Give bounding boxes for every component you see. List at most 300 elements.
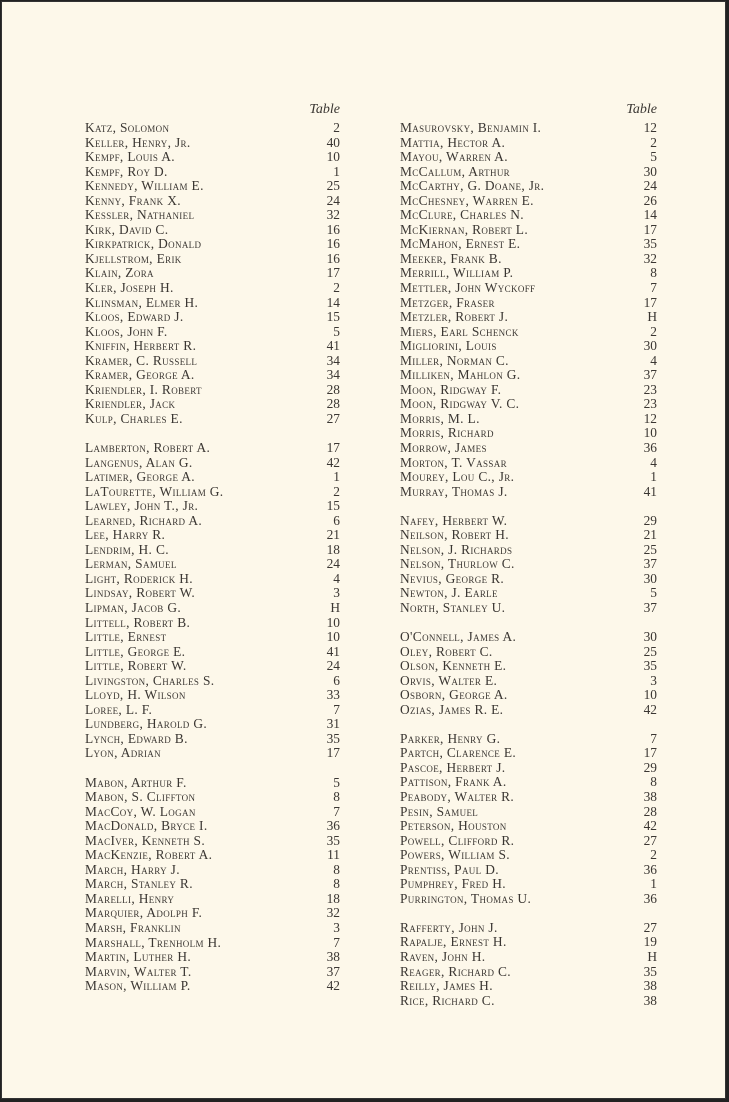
table-number: 15 (326, 309, 340, 325)
guest-name: Morris, M. L. (400, 410, 480, 426)
guest-name: Morrow, James (400, 440, 487, 456)
table-number: 3 (333, 585, 340, 601)
list-item (400, 630, 657, 645)
guest-name: Migliorini, Louis (400, 338, 497, 354)
list-item (85, 499, 340, 514)
guest-name: Mabon, Arthur F. (85, 774, 187, 790)
list-item (400, 441, 657, 456)
table-number: 18 (326, 890, 340, 906)
list-item (400, 325, 657, 340)
table-number: 36 (643, 440, 657, 456)
table-number: 41 (643, 483, 657, 499)
guest-name: McKiernan, Robert L. (400, 221, 529, 237)
guest-name: Masurovsky, Benjamin I. (400, 120, 542, 135)
guest-name: Rapalje, Ernest H. (400, 934, 507, 950)
list-item (85, 179, 340, 194)
guest-name: Kessler, Nathaniel (85, 207, 195, 223)
table-number: 36 (643, 890, 657, 906)
table-number: 4 (650, 454, 657, 470)
list-item (400, 775, 657, 790)
table-number: 10 (326, 149, 340, 165)
guest-name: MacDonald, Bryce I. (85, 818, 208, 834)
left-rows (85, 121, 340, 994)
guest-name: Pattison, Frank A. (400, 774, 507, 790)
table-number: 15 (326, 498, 340, 514)
table-number: 17 (326, 745, 340, 761)
table-number: 5 (333, 323, 340, 339)
section-gap (400, 499, 657, 514)
table-number: 17 (643, 294, 657, 310)
table-number: 10 (643, 687, 657, 703)
guest-name: Olson, Kenneth E. (400, 658, 507, 674)
table-number: 10 (643, 425, 657, 441)
table-number: 2 (650, 134, 657, 150)
list-item (85, 441, 340, 456)
guest-name: Peabody, Walter R. (400, 789, 515, 805)
guest-name: Raven, John H. (400, 948, 486, 964)
guest-name: McClure, Charles N. (400, 207, 524, 223)
table-number: 2 (333, 120, 340, 135)
list-item (400, 223, 657, 238)
guest-name: Newton, J. Earle (400, 585, 498, 601)
list-item (400, 892, 657, 907)
table-number: 36 (326, 818, 340, 834)
table-number: 1 (650, 876, 657, 892)
list-item (85, 223, 340, 238)
table-number: 40 (326, 134, 340, 150)
list-item (85, 892, 340, 907)
guest-name: Little, Robert W. (85, 658, 187, 674)
list-item (400, 397, 657, 412)
table-number: 27 (326, 410, 340, 426)
list-item (85, 819, 340, 834)
guest-name: Prentiss, Paul D. (400, 861, 499, 877)
right-column (400, 102, 657, 1008)
table-number: 24 (643, 178, 657, 194)
list-item (85, 514, 340, 529)
list-item (400, 645, 657, 660)
table-number: 35 (643, 963, 657, 979)
list-item (85, 339, 340, 354)
guest-name: Katz, Solomon (85, 120, 170, 135)
right-rows (400, 121, 657, 1008)
guest-name: Learned, Richard A. (85, 512, 203, 528)
list-item (85, 121, 340, 136)
table-number: 7 (333, 701, 340, 717)
table-number: 30 (643, 338, 657, 354)
guest-name: Lee, Harry R. (85, 527, 166, 543)
table-number: 24 (326, 192, 340, 208)
table-number: 2 (333, 483, 340, 499)
guest-name: Miller, Norman C. (400, 352, 509, 368)
guest-name: Lynch, Edward B. (85, 730, 188, 746)
guest-name: Mabon, S. Cliffton (85, 789, 196, 805)
list-item (400, 383, 657, 398)
list-item (85, 281, 340, 296)
guest-name: Moon, Ridgway V. C. (400, 396, 520, 412)
guest-name: McChesney, Warren E. (400, 192, 534, 208)
guest-name: Klinsman, Elmer H. (85, 294, 199, 310)
section-gap (400, 717, 657, 732)
list-item (400, 281, 657, 296)
guest-name: Little, Ernest (85, 629, 167, 645)
list-item (400, 136, 657, 151)
guest-name: Livingston, Charles S. (85, 672, 215, 688)
guest-name: McMahon, Ernest E. (400, 236, 521, 252)
guest-name: Marvin, Walter T. (85, 963, 192, 979)
guest-name: Nelson, J. Richards (400, 541, 513, 557)
table-number: 28 (326, 396, 340, 412)
table-number: 25 (643, 541, 657, 557)
table-number: 27 (643, 919, 657, 935)
guest-name: Murray, Thomas J. (400, 483, 508, 499)
list-item (400, 339, 657, 354)
table-number: 7 (333, 803, 340, 819)
table-number: 33 (326, 687, 340, 703)
guest-name: Nelson, Thurlow C. (400, 556, 515, 572)
table-number: 23 (643, 381, 657, 397)
guest-name: March, Stanley R. (85, 876, 193, 892)
table-number: 16 (326, 236, 340, 252)
list-item (85, 397, 340, 412)
table-number: 6 (333, 512, 340, 528)
guest-name: Kennedy, William E. (85, 178, 204, 194)
list-item (400, 310, 657, 325)
guest-name: Keller, Henry, Jr. (85, 134, 191, 150)
section-gap (85, 761, 340, 776)
list-item (400, 165, 657, 180)
guest-name: Klain, Zora (85, 265, 154, 281)
guest-name: MacIver, Kenneth S. (85, 832, 206, 848)
table-number: 21 (326, 527, 340, 543)
guest-name: Lerman, Samuel (85, 556, 177, 572)
guest-name: Miers, Earl Schenck (400, 323, 519, 339)
section-gap (85, 426, 340, 441)
list-item (85, 266, 340, 281)
list-item (85, 150, 340, 165)
guest-name: McCallum, Arthur (400, 163, 511, 179)
list-item (400, 514, 657, 529)
guest-name: Moon, Ridgway F. (400, 381, 502, 397)
table-number: 17 (326, 439, 340, 455)
table-number: H (647, 309, 657, 325)
list-item (400, 150, 657, 165)
table-number: 17 (643, 745, 657, 761)
table-number: 35 (643, 658, 657, 674)
list-item (400, 368, 657, 383)
guest-name: Partch, Clarence E. (400, 745, 517, 761)
list-item (400, 470, 657, 485)
table-number: 30 (643, 570, 657, 586)
table-number: 31 (326, 716, 340, 732)
table-number: 42 (643, 701, 657, 717)
list-item (85, 237, 340, 252)
table-number: 10 (326, 629, 340, 645)
list-item (400, 935, 657, 950)
guest-name: Oley, Robert C. (400, 643, 493, 659)
table-number: H (330, 600, 340, 615)
guest-name: LaTourette, William G. (85, 483, 224, 499)
list-item (400, 208, 657, 223)
table-header-left: Table (309, 102, 340, 117)
table-number: 30 (643, 163, 657, 179)
list-item (85, 310, 340, 325)
guest-name: Milliken, Mahlon G. (400, 367, 521, 383)
guest-name: Osborn, George A. (400, 687, 508, 703)
list-item (400, 834, 657, 849)
table-number: 3 (333, 919, 340, 935)
table-number: 41 (326, 643, 340, 659)
table-number: 38 (643, 992, 657, 1008)
list-item (400, 121, 657, 136)
table-number: 27 (643, 832, 657, 848)
guest-name: Kriendler, I. Robert (85, 381, 202, 397)
guest-name: Little, George E. (85, 643, 186, 659)
table-number: 1 (333, 469, 340, 485)
guest-name: Kler, Joseph H. (85, 280, 174, 296)
table-number: 29 (643, 512, 657, 528)
list-item (85, 470, 340, 485)
list-item (400, 979, 657, 994)
list-item (400, 848, 657, 863)
list-item (85, 368, 340, 383)
list-item (85, 732, 340, 747)
guest-name: Kloos, John F. (85, 323, 168, 339)
list-item (400, 805, 657, 820)
list-item (85, 586, 340, 601)
list-item (400, 965, 657, 980)
guest-name: Kloos, Edward J. (85, 309, 184, 325)
table-number: 24 (326, 658, 340, 674)
table-number: 37 (643, 600, 657, 615)
guest-name: Kramer, C. Russell (85, 352, 198, 368)
list-item (400, 252, 657, 267)
table-number: 38 (326, 949, 340, 965)
table-number: 28 (326, 381, 340, 397)
table-number: 11 (327, 847, 340, 863)
list-item (85, 383, 340, 398)
guest-name: Morton, T. Vassar (400, 454, 507, 470)
table-number: 38 (643, 978, 657, 994)
table-number: 5 (650, 149, 657, 165)
guest-name: Littell, Robert B. (85, 614, 191, 630)
list-item (400, 688, 657, 703)
guest-name: Langenus, Alan G. (85, 454, 193, 470)
guest-name: Marsh, Franklin (85, 919, 181, 935)
list-item (85, 645, 340, 660)
guest-name: Marelli, Henry (85, 890, 175, 906)
table-number: 1 (333, 163, 340, 179)
list-item (85, 965, 340, 980)
list-item (85, 601, 340, 616)
guest-name: Light, Roderick H. (85, 570, 193, 586)
section-gap (400, 616, 657, 631)
guest-name: Kulp, Charles E. (85, 410, 183, 426)
list-item (85, 572, 340, 587)
guest-name: Marquier, Adolph F. (85, 905, 203, 921)
guest-name: Kjellstrom, Erik (85, 250, 182, 266)
table-number: 38 (643, 789, 657, 805)
list-item (85, 543, 340, 558)
table-number: 32 (326, 905, 340, 921)
list-item (400, 790, 657, 805)
table-number: 32 (643, 250, 657, 266)
table-number: 12 (643, 410, 657, 426)
guest-name: Morris, Richard (400, 425, 494, 441)
guest-name: March, Harry J. (85, 861, 180, 877)
table-number: 17 (643, 221, 657, 237)
list-item (400, 237, 657, 252)
guest-name: Purrington, Thomas U. (400, 890, 532, 906)
table-number: 5 (333, 774, 340, 790)
table-number: 8 (333, 876, 340, 892)
table-number: 37 (643, 367, 657, 383)
guest-name: Kirk, David C. (85, 221, 169, 237)
list-item (85, 194, 340, 209)
guest-name: Kriendler, Jack (85, 396, 176, 412)
list-item (85, 528, 340, 543)
table-number: 16 (326, 221, 340, 237)
guest-name: Lawley, John T., Jr. (85, 498, 199, 514)
guest-name: Peterson, Houston (400, 818, 507, 834)
list-item (400, 354, 657, 369)
list-item (85, 921, 340, 936)
list-item (400, 746, 657, 761)
list-item (85, 979, 340, 994)
list-item (400, 994, 657, 1009)
list-item (400, 572, 657, 587)
list-item (400, 296, 657, 311)
guest-name: Reilly, James H. (400, 978, 493, 994)
guest-name: O'Connell, James A. (400, 629, 517, 645)
table-number: 29 (643, 759, 657, 775)
table-number: 17 (326, 265, 340, 281)
list-item (85, 877, 340, 892)
list-item (400, 412, 657, 427)
table-number: 2 (650, 323, 657, 339)
list-item (85, 790, 340, 805)
guest-name: Mattia, Hector A. (400, 134, 506, 150)
table-number: 7 (650, 730, 657, 746)
list-item (400, 528, 657, 543)
table-number: 10 (326, 614, 340, 630)
list-item (400, 950, 657, 965)
guest-name: Loree, L. F. (85, 701, 153, 717)
list-item (400, 921, 657, 936)
list-item (85, 950, 340, 965)
list-item (85, 834, 340, 849)
list-item (85, 485, 340, 500)
guest-name: MacKenzie, Robert A. (85, 847, 213, 863)
list-item (85, 412, 340, 427)
guest-name: North, Stanley U. (400, 600, 506, 615)
table-number: 4 (333, 570, 340, 586)
list-item (85, 746, 340, 761)
list-item (400, 703, 657, 718)
list-item (400, 761, 657, 776)
list-item (85, 354, 340, 369)
guest-name: Powell, Clifford R. (400, 832, 515, 848)
list-item (400, 819, 657, 834)
list-item (400, 877, 657, 892)
list-item (400, 586, 657, 601)
list-item (85, 165, 340, 180)
table-number: 37 (643, 556, 657, 572)
guest-name: Pesin, Samuel (400, 803, 479, 819)
list-item (85, 630, 340, 645)
table-number: 30 (643, 629, 657, 645)
list-item (85, 703, 340, 718)
list-item (85, 659, 340, 674)
list-item (85, 776, 340, 791)
guest-name: Lundberg, Harold G. (85, 716, 208, 732)
table-number: 26 (643, 192, 657, 208)
guest-name: Lloyd, H. Wilson (85, 687, 186, 703)
table-number: 21 (643, 527, 657, 543)
guest-name: Lyon, Adrian (85, 745, 162, 761)
guest-name: Nevius, George R. (400, 570, 505, 586)
guest-name: Lindsay, Robert W. (85, 585, 196, 601)
guest-name: Lamberton, Robert A. (85, 439, 211, 455)
guest-name: Lipman, Jacob G. (85, 600, 182, 615)
table-number: 3 (650, 672, 657, 688)
list-item (85, 616, 340, 631)
list-item (400, 557, 657, 572)
table-number: 1 (650, 469, 657, 485)
guest-name: Mason, William P. (85, 978, 191, 994)
table-header-right: Table (626, 102, 657, 117)
list-item (85, 863, 340, 878)
table-number: 14 (326, 294, 340, 310)
table-number: H (647, 948, 657, 964)
guest-name: Ozias, James R. E. (400, 701, 504, 717)
guest-name: Kempf, Louis A. (85, 149, 175, 165)
list-item (400, 863, 657, 878)
list-item (85, 805, 340, 820)
list-item (400, 194, 657, 209)
table-number: 35 (326, 730, 340, 746)
guest-name: Mourey, Lou C., Jr. (400, 469, 515, 485)
guest-name: Rafferty, John J. (400, 919, 498, 935)
guest-name: Kirkpatrick, Donald (85, 236, 202, 252)
list-item (85, 456, 340, 471)
guest-name: Nafey, Herbert W. (400, 512, 508, 528)
guest-name: Reager, Richard C. (400, 963, 511, 979)
guest-name: Metzler, Robert J. (400, 309, 509, 325)
guest-name: Martin, Luther H. (85, 949, 192, 965)
guest-name: Mettler, John Wyckoff (400, 280, 536, 296)
table-number: 19 (643, 934, 657, 950)
list-item (400, 456, 657, 471)
table-number: 35 (643, 236, 657, 252)
table-number: 35 (326, 832, 340, 848)
guest-name: Kenny, Frank X. (85, 192, 181, 208)
table-number: 2 (650, 847, 657, 863)
list-item (85, 136, 340, 151)
list-item (85, 252, 340, 267)
section-gap (400, 906, 657, 921)
table-number: 34 (326, 352, 340, 368)
guest-name: Pumphrey, Fred H. (400, 876, 506, 892)
table-number: 18 (326, 541, 340, 557)
table-number: 42 (326, 978, 340, 994)
table-number: 25 (643, 643, 657, 659)
list-item (85, 936, 340, 951)
table-number: 7 (650, 280, 657, 296)
table-number: 8 (333, 861, 340, 877)
table-number: 16 (326, 250, 340, 266)
list-item (85, 325, 340, 340)
